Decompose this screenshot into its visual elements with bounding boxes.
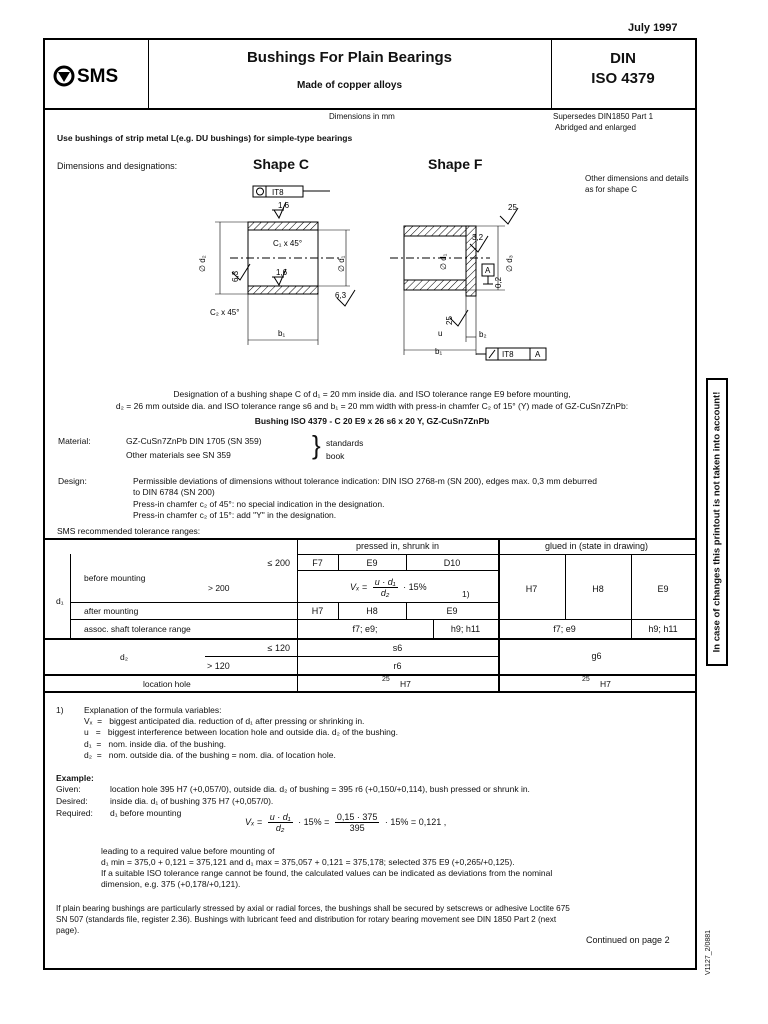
width-b2: b₂: [479, 330, 487, 339]
location-hole-label: location hole: [143, 679, 191, 689]
shape-c-heading: Shape C: [253, 156, 310, 172]
standard-number: ISO 4379: [591, 70, 655, 87]
roughness-32: 3,2: [472, 233, 484, 242]
supersedes-note: Supersedes DIN1850 Part 1: [553, 112, 654, 121]
cell-r6: r6: [393, 661, 402, 671]
logo-text: SMS: [77, 66, 119, 87]
desired-text: inside dia. d₁ of bushing 375 H7 (+0,057/0).: [110, 796, 274, 806]
design-label: Design:: [58, 476, 87, 486]
calc-mid: · 15% =: [298, 816, 330, 827]
sms-tolerance-label: SMS recommended tolerance ranges:: [57, 526, 201, 536]
cell-f7e9: f7; e9;: [352, 624, 378, 634]
roughness-25b: 25: [445, 316, 454, 325]
footnote-line: d₁ = nom. inside dia. of the bushing.: [84, 739, 227, 749]
calc-end: · 15% = 0,121 ,: [384, 816, 447, 827]
page-title: Bushings For Plain Bearings: [246, 49, 453, 66]
table-col: [498, 538, 500, 691]
footnote-title: Explanation of the formula variables:: [84, 705, 222, 715]
desired-label: Desired:: [56, 796, 88, 806]
dia-d3-f: ∅ d₃: [505, 255, 514, 272]
tol-label-c: IT8: [272, 188, 284, 197]
use-note: Use bushings of strip metal L(e.g. DU bushings) for simple-type bearings: [57, 133, 353, 143]
loc-roughness-b: 25: [582, 676, 590, 683]
loc-h7: H7: [400, 679, 411, 689]
cell-g6: g6: [591, 651, 602, 661]
shape-c-drawing: [198, 186, 355, 345]
formula-rest: · 15%: [403, 581, 427, 592]
cell-h8g: H8: [592, 584, 604, 594]
row-le200: ≤ 200: [267, 558, 290, 568]
technical-drawing: [190, 180, 700, 380]
abridged-note: Abridged and enlarged: [555, 123, 636, 132]
continued-note: Continued on page 2: [586, 935, 670, 945]
cell-f7: F7: [312, 558, 323, 568]
design-2: Press-in chamfer c₂ of 45°: no special indication in the designation.: [133, 499, 385, 509]
print-code: V1127_2/0881: [705, 929, 712, 975]
sms-logo-icon: [45, 40, 148, 109]
example-calc: [245, 812, 446, 833]
dimensions-note: Dimensions in mm: [329, 112, 395, 121]
width-b1-c: b₁: [278, 329, 286, 338]
width-b1-f: b₁: [435, 347, 443, 356]
formula-num: u · d₁: [374, 577, 396, 587]
after-mounting-label: after mounting: [84, 606, 139, 616]
required-label: Required:: [56, 808, 93, 818]
loc-h7g: H7: [600, 679, 611, 689]
lead-1: leading to a required value before mounting of: [101, 846, 275, 856]
value-02: 0,2: [494, 276, 503, 288]
d1-label: d₁: [56, 596, 64, 606]
col-glued: glued in (state in drawing): [544, 541, 649, 551]
calc-vx: Vₓ =: [245, 816, 263, 827]
dia-d1-c: ∅ d₁: [337, 255, 346, 272]
cell-s6: s6: [392, 643, 403, 653]
designation-text-2: d₂ = 26 mm outside dia. and ISO tolerance range s6 and b₁ = 20 mm width with press-in chamfer C₂ of 15° (Y) made of GZ-CuSn7ZnPb:: [115, 401, 629, 411]
lead-3: If a suitable ISO tolerance range cannot be found, the calculated values can be indicated as deviations from the nominal: [101, 868, 553, 878]
roughness-16b: 1,6: [276, 268, 288, 277]
final-note-2: SN 507 (standards file, register 2.36). Bushings with lubricant feed and distribution for rotary bearing movement see DIN 1850 Part 2 (next: [56, 915, 557, 924]
cell-e9: E9: [366, 558, 378, 568]
table-rule: [205, 656, 498, 657]
cell-h9h11: h9; h11: [450, 624, 481, 634]
col-pressed: pressed in, shrunk in: [355, 541, 440, 551]
roughness-25: 25: [508, 203, 517, 212]
cell-h9h11g: h9; h11: [648, 624, 678, 634]
table-rule: [45, 691, 695, 693]
roughness-63b: 6,3: [335, 291, 347, 300]
sms-logo: [45, 40, 148, 109]
roughness-63a: 6,3: [231, 270, 240, 282]
table-rule: [70, 602, 498, 603]
d2-label: d₂: [120, 652, 129, 662]
material-book: book: [326, 451, 345, 461]
tol-ref-f: A: [535, 350, 541, 359]
shape-f-drawing: [390, 203, 546, 360]
final-note-3: page).: [56, 926, 80, 935]
cell-h7g: H7: [525, 584, 538, 594]
assoc-label: assoc. shaft tolerance range: [84, 624, 191, 634]
side-note-text: In case of changes this printout is not taken into account!: [711, 391, 723, 653]
material-2: Other materials see SN 359: [126, 450, 231, 460]
material-label: Material:: [58, 436, 91, 446]
table-rule: [45, 674, 695, 676]
cell-h7: H7: [311, 606, 324, 616]
design-1: Permissible deviations of dimensions without tolerance indication: DIN ISO 2768-m (SN 200), edges max. 0,3 mm deburred: [133, 476, 597, 486]
width-u: u: [438, 329, 443, 338]
cell-f7e9g: f7; e9: [553, 624, 576, 634]
calc-den2: 395: [349, 823, 365, 833]
designation-text-1: Designation of a bushing shape C of d₁ = 20 mm inside dia. and ISO tolerance range E9 before mounting,: [173, 389, 571, 399]
dia-d2-c: ∅ d₂: [198, 255, 207, 272]
footnote-line: Vₓ = biggest anticipated dia. reduction of d₁ after pressing or shrinking in.: [84, 716, 365, 726]
standard-din: DIN: [610, 50, 636, 67]
table-rule: [70, 619, 695, 620]
table-rule: [297, 554, 695, 555]
roughness-16a: 1,6: [278, 201, 290, 210]
cell-d10: D10: [443, 558, 461, 568]
design-3: Press-in chamfer c₂ of 15°: add "Y" in the designation.: [133, 510, 337, 520]
formula-footnote: 1): [462, 589, 470, 599]
formula: Vₓ = $\frac{\text{u · d₁}}{\text{d₂}}$ · 15%: [350, 577, 427, 598]
material-1: GZ-CuSn7ZnPb DIN 1705 (SN 359): [126, 436, 262, 446]
given-text: location hole 395 H7 (+0,057/0), outside dia. d₂ of bushing = 395 r6 (+0,150/+0,114), bush pressed or shrunk in.: [110, 784, 530, 794]
chamfer-c1: C₁ x 45°: [273, 239, 303, 248]
cell-e9g: E9: [657, 584, 669, 594]
loc-roughness-a: 25: [382, 676, 390, 683]
datum-a: A: [485, 266, 491, 275]
before-mounting-label: before mounting: [84, 573, 146, 583]
row-le120: ≤ 120: [267, 643, 290, 653]
designation-example: Bushing ISO 4379 - C 20 E9 x 26 s6 x 20 Y, GZ-CuSn7ZnPb: [254, 416, 490, 426]
document-date: July 1997: [628, 22, 678, 34]
dims-designations-label: Dimensions and designations:: [57, 161, 178, 171]
chamfer-c2: C₂ x 45°: [210, 308, 240, 317]
row-gt200: > 200: [208, 583, 230, 593]
lead-4: dimension, e.g. 375 (+0,178/+0,121).: [101, 879, 241, 889]
required-text: d₁ before mounting: [110, 808, 182, 818]
footnote-line: d₂ = nom. outside dia. of the bushing = nom. dia. of location hole.: [84, 750, 336, 760]
calc-den1: d₂: [275, 823, 285, 833]
brace: }: [312, 430, 321, 460]
cell-h8: H8: [366, 606, 378, 616]
page-subtitle: Made of copper alloys: [296, 80, 403, 91]
table-rule: [297, 570, 498, 571]
footnote-line: u = biggest interference between location hole and outside dia. d₂ of the bushing.: [84, 727, 399, 737]
table-rule: [45, 638, 695, 640]
lead-2: d₁ min = 375,0 + 0,121 = 375,121 and d₁ max = 375,057 + 0,121 = 375,178; selected 375 E9 (+0,265/+0,125).: [101, 857, 515, 867]
given-label: Given:: [56, 784, 81, 794]
row-gt120: > 120: [207, 661, 230, 671]
other-dims-note: Other dimensions and details as for shape C: [585, 174, 689, 194]
formula-den: d₂: [380, 588, 390, 598]
tol-label-f: IT8: [502, 350, 514, 359]
material-standards: standards: [326, 438, 364, 448]
calc-num2: 0,15 · 375: [336, 812, 378, 822]
formula-vx: Vₓ: [350, 581, 360, 592]
footnote-number: 1): [56, 705, 64, 715]
example-title: Example:: [56, 773, 94, 783]
side-note-box: [706, 378, 728, 666]
cell-e9b: E9: [446, 606, 458, 616]
table-col: [70, 554, 71, 638]
design-1b: to DIN 6784 (SN 200): [133, 487, 215, 497]
dia-d1-f: ∅ d₁: [439, 253, 448, 270]
calc-num1: u · d₁: [269, 812, 291, 822]
shape-f-heading: Shape F: [428, 156, 483, 172]
final-note-1: If plain bearing bushings are particularly stressed by axial or radial forces, the bushings shall be secured by setscrews or adhesive Loctite 675: [56, 904, 570, 913]
